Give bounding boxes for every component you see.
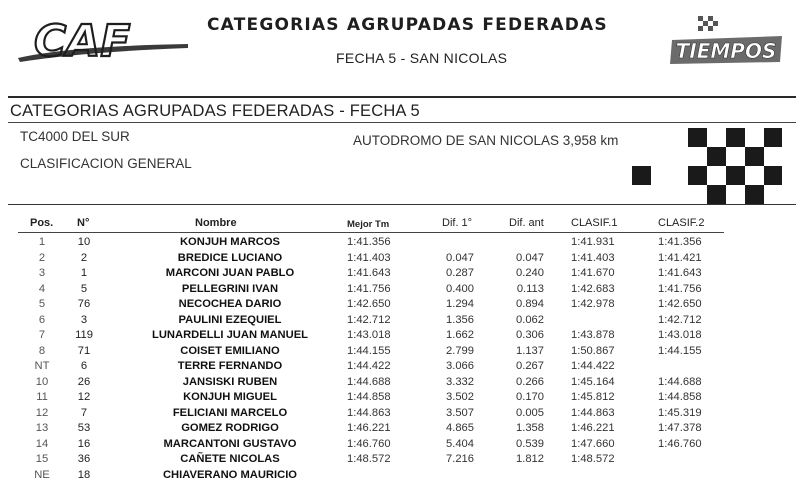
table-top-rule — [8, 204, 796, 205]
cell-pos: NE — [34, 468, 50, 481]
cell-pos: 2 — [38, 251, 46, 264]
cell-clasif2: 1:43.018 — [658, 329, 702, 341]
cell-dif1: 3.507 — [446, 406, 474, 419]
cell-pos: 5 — [38, 298, 46, 310]
cell-clasif2: 1:44.688 — [658, 375, 702, 388]
cell-difant: 0.047 — [516, 251, 544, 264]
cell-pos: 4 — [38, 282, 46, 295]
cell-num: 16 — [77, 437, 91, 450]
cell-num: 12 — [77, 391, 91, 403]
cell-clasif1: 1:45.164 — [571, 375, 615, 388]
cell-best: 1:44.858 — [347, 391, 391, 403]
cell-pos: 13 — [35, 422, 49, 434]
cell-best: 1:44.863 — [347, 406, 391, 419]
cell-clasif2: 1:45.319 — [658, 406, 702, 419]
table-row — [0, 329, 800, 344]
cell-num: 7 — [80, 406, 88, 419]
col-header-best: Mejor Tm — [347, 219, 390, 230]
cell-clasif1: 1:42.683 — [571, 282, 615, 295]
cell-num: 6 — [80, 360, 88, 372]
cell-best: 1:44.422 — [347, 360, 391, 372]
cell-clasif1: 1:41.931 — [571, 236, 615, 248]
cell-clasif2: 1:41.756 — [658, 282, 702, 295]
cell-clasif2: 1:41.356 — [658, 236, 702, 248]
cell-difant: 1.358 — [516, 422, 544, 434]
cell-dif1: 0.047 — [446, 251, 474, 264]
cell-best: 1:46.221 — [347, 422, 391, 434]
cell-name: MARCONI JUAN PABLO — [165, 267, 295, 279]
table-row — [0, 407, 800, 422]
table-header-rule — [18, 232, 724, 233]
cell-num: 76 — [77, 298, 91, 310]
cell-clasif1: 1:44.422 — [571, 360, 615, 372]
cell-num: 36 — [77, 453, 91, 465]
cell-clasif2: 1:44.858 — [658, 391, 702, 403]
cell-dif1: 2.799 — [446, 344, 474, 357]
cell-clasif2: 1:47.378 — [658, 422, 702, 434]
cell-clasif1: 1:48.572 — [571, 453, 615, 465]
cell-clasif1: 1:43.878 — [571, 329, 615, 341]
table-row — [0, 453, 800, 468]
cell-dif1: 5.404 — [446, 437, 474, 450]
cell-num: 10 — [77, 236, 91, 248]
cell-clasif2: 1:46.760 — [658, 437, 702, 450]
cell-name: PELLEGRINI IVAN — [181, 282, 279, 295]
header-title: CATEGORIAS AGRUPADAS FEDERADAS — [207, 15, 608, 35]
cell-clasif1: 1:41.403 — [571, 251, 615, 264]
cell-difant: 0.266 — [516, 375, 544, 388]
cell-name: GOMEZ RODRIGO — [181, 422, 279, 434]
table-row — [0, 345, 800, 360]
caf-logo — [12, 6, 192, 70]
table-row — [0, 391, 800, 406]
cell-clasif2: 1:41.643 — [658, 267, 702, 279]
table-row — [0, 360, 800, 375]
cell-difant: 0.894 — [516, 298, 544, 310]
cell-name: CAÑETE NICOLAS — [180, 453, 280, 465]
cell-clasif1: 1:50.867 — [571, 344, 615, 357]
category-name: TC4000 DEL SUR — [20, 129, 130, 144]
table-row — [0, 422, 800, 437]
cell-pos: 7 — [38, 329, 46, 341]
cell-name: BREDICE LUCIANO — [177, 251, 283, 264]
cell-clasif2: 1:42.650 — [658, 298, 702, 310]
table-row — [0, 314, 800, 329]
cell-difant: 0.170 — [516, 391, 544, 403]
col-header-num: N° — [77, 217, 90, 229]
tiempos-logo-text: TIEMPOS — [675, 39, 777, 63]
cell-num: 53 — [77, 422, 91, 434]
cell-best: 1:41.756 — [347, 282, 391, 295]
cell-dif1: 7.216 — [446, 453, 474, 465]
cell-clasif2: 1:42.712 — [658, 313, 702, 326]
cell-pos: 11 — [36, 391, 48, 403]
classification-label: CLASIFICACION GENERAL — [20, 156, 192, 171]
cell-best: 1:41.356 — [347, 236, 391, 248]
cell-clasif1: 1:46.221 — [571, 422, 615, 434]
cell-name: CHIAVERANO MAURICIO — [162, 468, 298, 481]
cell-pos: 8 — [38, 344, 46, 357]
cell-clasif1: 1:47.660 — [571, 437, 615, 450]
cell-clasif2: 1:44.155 — [658, 344, 702, 357]
table-row — [0, 438, 800, 453]
cell-clasif1: 1:45.812 — [571, 391, 615, 403]
cell-difant: 0.539 — [516, 437, 544, 450]
cell-best: 1:48.572 — [347, 453, 391, 465]
cell-num: 26 — [77, 375, 91, 388]
cell-num: 5 — [80, 282, 88, 295]
cell-best: 1:44.155 — [347, 344, 391, 357]
event-rule — [8, 122, 796, 123]
cell-difant: 0.267 — [516, 360, 544, 372]
header-subtitle: FECHA 5 - SAN NICOLAS — [336, 50, 508, 66]
cell-name: JANSISKI RUBEN — [182, 375, 278, 388]
cell-dif1: 1.662 — [446, 329, 474, 341]
cell-best: 1:42.712 — [347, 313, 391, 326]
table-row — [0, 252, 800, 267]
cell-pos: 10 — [35, 375, 49, 388]
cell-num: 3 — [80, 313, 88, 326]
table-row — [0, 376, 800, 391]
col-header-dif1: Dif. 1° — [442, 217, 473, 229]
cell-pos: 15 — [35, 453, 49, 465]
table-row — [0, 236, 800, 251]
cell-clasif2: 1:41.421 — [658, 251, 702, 264]
cell-difant: 0.005 — [516, 406, 544, 419]
cell-dif1: 1.356 — [446, 313, 474, 326]
cell-best: 1:42.650 — [347, 298, 391, 310]
cell-clasif1: 1:42.978 — [571, 298, 615, 310]
tiempos-flag-icon — [698, 16, 718, 31]
cell-name: KONJUH MARCOS — [179, 236, 281, 248]
col-header-clasif1: CLASIF.1 — [571, 217, 618, 229]
cell-clasif1: 1:44.863 — [571, 406, 615, 419]
cell-best: 1:41.403 — [347, 251, 391, 264]
col-header-clasif2: CLASIF.2 — [658, 217, 705, 229]
col-header-difant: Dif. ant — [509, 217, 544, 229]
cell-best: 1:43.018 — [347, 329, 391, 341]
table-row — [0, 298, 800, 313]
cell-dif1: 1.294 — [446, 298, 474, 310]
table-row — [0, 267, 800, 282]
tiempos-logo — [668, 14, 786, 70]
cell-difant: 1.137 — [516, 344, 544, 357]
cell-difant: 0.062 — [516, 313, 544, 326]
cell-dif1: 4.865 — [446, 422, 474, 434]
cell-name: TERRE FERNANDO — [177, 360, 283, 372]
cell-difant: 0.306 — [516, 329, 544, 341]
cell-dif1: 0.400 — [446, 282, 474, 295]
col-header-pos: Pos. — [30, 217, 54, 229]
caf-logo-text: CAF — [34, 16, 131, 67]
col-header-name: Nombre — [195, 217, 237, 229]
cell-best: 1:46.760 — [347, 437, 391, 450]
cell-dif1: 3.066 — [446, 360, 474, 372]
circuit-label: AUTODROMO DE SAN NICOLAS 3,958 km — [353, 133, 619, 148]
cell-dif1: 0.287 — [446, 267, 474, 279]
cell-pos: 1 — [38, 236, 46, 248]
cell-best: 1:41.643 — [347, 267, 391, 279]
top-rule — [8, 96, 796, 98]
checkered-flag-icon — [632, 128, 782, 204]
cell-num: 71 — [77, 344, 91, 357]
cell-name: FELICIANI MARCELO — [172, 406, 288, 419]
cell-pos: 14 — [35, 437, 49, 450]
cell-name: KONJUH MIGUEL — [183, 391, 277, 403]
cell-clasif1: 1:41.670 — [571, 267, 615, 279]
cell-dif1: 3.502 — [446, 391, 474, 403]
cell-pos: 12 — [35, 406, 49, 419]
cell-pos: 6 — [38, 313, 46, 326]
cell-num: 18 — [77, 468, 91, 481]
table-row — [0, 283, 800, 298]
cell-difant: 0.113 — [516, 282, 544, 295]
cell-name: MARCANTONI GUSTAVO — [163, 437, 297, 450]
table-row — [0, 469, 800, 484]
cell-name: COISET EMILIANO — [180, 344, 280, 357]
cell-pos: 3 — [38, 267, 46, 279]
cell-difant: 1.812 — [516, 453, 544, 465]
cell-name: NECOCHEA DARIO — [178, 298, 282, 310]
cell-name: PAULINI EZEQUIEL — [178, 313, 282, 326]
cell-best: 1:44.688 — [347, 375, 391, 388]
event-title: CATEGORIAS AGRUPADAS FEDERADAS - FECHA 5 — [10, 102, 420, 120]
cell-name: LUNARDELLI JUAN MANUEL — [152, 329, 308, 341]
cell-dif1: 3.332 — [446, 375, 474, 388]
cell-pos: NT — [34, 360, 50, 372]
cell-difant: 0.240 — [516, 267, 544, 279]
cell-num: 2 — [80, 251, 88, 264]
cell-num: 119 — [75, 329, 93, 341]
cell-num: 1 — [80, 267, 88, 279]
